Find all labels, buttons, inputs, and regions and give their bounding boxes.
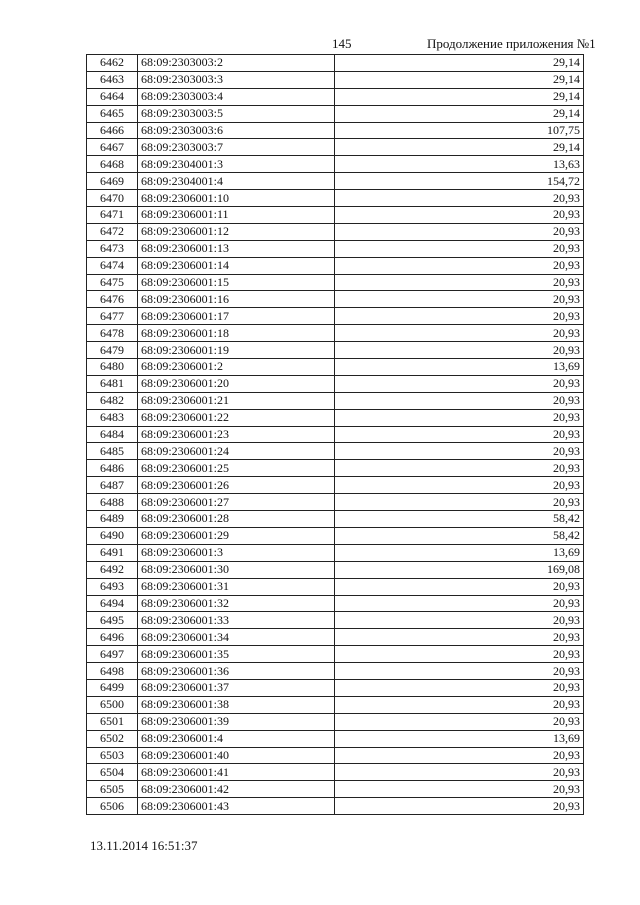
table-row	[87, 359, 584, 376]
area-value-cell: 20,93	[335, 798, 584, 815]
row-number-cell: 6489	[87, 511, 138, 528]
row-number-cell: 6493	[87, 578, 138, 595]
table-row	[87, 663, 584, 680]
table-row	[87, 494, 584, 511]
table-row	[87, 291, 584, 308]
cadastral-number-cell: 68:09:2306001:26	[138, 477, 335, 494]
cadastral-number-cell: 68:09:2306001:42	[138, 781, 335, 798]
area-value-cell: 29,14	[335, 139, 584, 156]
row-number-cell: 6470	[87, 190, 138, 207]
table-row	[87, 342, 584, 359]
cadastral-number-cell: 68:09:2303003:3	[138, 71, 335, 88]
cadastral-number-cell: 68:09:2306001:24	[138, 443, 335, 460]
table-row	[87, 207, 584, 224]
area-value-cell: 20,93	[335, 308, 584, 325]
area-value-cell: 13,69	[335, 544, 584, 561]
area-value-cell: 13,69	[335, 730, 584, 747]
table-row	[87, 122, 584, 139]
row-number-cell: 6494	[87, 595, 138, 612]
cadastral-number-cell: 68:09:2304001:4	[138, 173, 335, 190]
area-value-cell: 20,93	[335, 223, 584, 240]
table-row	[87, 730, 584, 747]
row-number-cell: 6481	[87, 375, 138, 392]
cadastral-number-cell: 68:09:2306001:28	[138, 511, 335, 528]
cadastral-number-cell: 68:09:2306001:31	[138, 578, 335, 595]
table-row	[87, 696, 584, 713]
area-value-cell: 20,93	[335, 679, 584, 696]
row-number-cell: 6484	[87, 426, 138, 443]
area-value-cell: 29,14	[335, 88, 584, 105]
row-number-cell: 6492	[87, 561, 138, 578]
row-number-cell: 6474	[87, 257, 138, 274]
row-number-cell: 6472	[87, 223, 138, 240]
table-row	[87, 308, 584, 325]
row-number-cell: 6504	[87, 764, 138, 781]
row-number-cell: 6503	[87, 747, 138, 764]
area-value-cell: 20,93	[335, 392, 584, 409]
cadastral-number-cell: 68:09:2303003:7	[138, 139, 335, 156]
cadastral-number-cell: 68:09:2303003:6	[138, 122, 335, 139]
cadastral-number-cell: 68:09:2306001:29	[138, 527, 335, 544]
header-title: Продолжение приложения №1	[427, 36, 596, 51]
cadastral-number-cell: 68:09:2303003:5	[138, 105, 335, 122]
table-row	[87, 426, 584, 443]
area-value-cell: 20,93	[335, 190, 584, 207]
row-number-cell: 6506	[87, 798, 138, 815]
row-number-cell: 6495	[87, 612, 138, 629]
area-value-cell: 20,93	[335, 207, 584, 224]
table-row	[87, 561, 584, 578]
cadastral-number-cell: 68:09:2306001:18	[138, 325, 335, 342]
cadastral-number-cell: 68:09:2306001:33	[138, 612, 335, 629]
cadastral-number-cell: 68:09:2304001:3	[138, 156, 335, 173]
cadastral-number-cell: 68:09:2306001:12	[138, 223, 335, 240]
cadastral-number-cell: 68:09:2306001:13	[138, 240, 335, 257]
row-number-cell: 6475	[87, 274, 138, 291]
table-row	[87, 798, 584, 815]
table-row	[87, 544, 584, 561]
row-number-cell: 6486	[87, 460, 138, 477]
table-row	[87, 646, 584, 663]
table-row	[87, 156, 584, 173]
footer-timestamp: 13.11.2014 16:51:37	[90, 838, 198, 853]
table-row	[87, 240, 584, 257]
cadastral-number-cell: 68:09:2306001:43	[138, 798, 335, 815]
cadastral-number-cell: 68:09:2306001:15	[138, 274, 335, 291]
table-row	[87, 527, 584, 544]
area-value-cell: 20,93	[335, 696, 584, 713]
table-row	[87, 105, 584, 122]
row-number-cell: 6479	[87, 342, 138, 359]
table-row	[87, 325, 584, 342]
area-value-cell: 20,93	[335, 409, 584, 426]
cadastral-number-cell: 68:09:2306001:11	[138, 207, 335, 224]
row-number-cell: 6476	[87, 291, 138, 308]
cadastral-number-cell: 68:09:2306001:41	[138, 764, 335, 781]
row-number-cell: 6498	[87, 663, 138, 680]
area-value-cell: 13,69	[335, 359, 584, 376]
area-value-cell: 20,93	[335, 426, 584, 443]
table-row	[87, 375, 584, 392]
area-value-cell: 20,93	[335, 257, 584, 274]
row-number-cell: 6478	[87, 325, 138, 342]
table-row	[87, 629, 584, 646]
area-value-cell: 20,93	[335, 578, 584, 595]
table-row	[87, 764, 584, 781]
row-number-cell: 6473	[87, 240, 138, 257]
page-number: 145	[332, 36, 352, 51]
area-value-cell: 29,14	[335, 105, 584, 122]
area-value-cell: 20,93	[335, 646, 584, 663]
row-number-cell: 6502	[87, 730, 138, 747]
row-number-cell: 6487	[87, 477, 138, 494]
area-value-cell: 29,14	[335, 71, 584, 88]
cadastral-number-cell: 68:09:2306001:23	[138, 426, 335, 443]
cadastral-number-cell: 68:09:2306001:21	[138, 392, 335, 409]
table-row	[87, 409, 584, 426]
row-number-cell: 6466	[87, 122, 138, 139]
registry-table	[86, 54, 584, 815]
area-value-cell: 20,93	[335, 663, 584, 680]
area-value-cell: 20,93	[335, 494, 584, 511]
cadastral-number-cell: 68:09:2306001:39	[138, 713, 335, 730]
row-number-cell: 6490	[87, 527, 138, 544]
area-value-cell: 20,93	[335, 443, 584, 460]
row-number-cell: 6483	[87, 409, 138, 426]
area-value-cell: 20,93	[335, 595, 584, 612]
row-number-cell: 6463	[87, 71, 138, 88]
area-value-cell: 20,93	[335, 747, 584, 764]
area-value-cell: 13,63	[335, 156, 584, 173]
area-value-cell: 20,93	[335, 291, 584, 308]
area-value-cell: 58,42	[335, 511, 584, 528]
area-value-cell: 20,93	[335, 781, 584, 798]
row-number-cell: 6496	[87, 629, 138, 646]
cadastral-number-cell: 68:09:2306001:36	[138, 663, 335, 680]
row-number-cell: 6477	[87, 308, 138, 325]
cadastral-number-cell: 68:09:2306001:14	[138, 257, 335, 274]
table-row	[87, 578, 584, 595]
area-value-cell: 20,93	[335, 274, 584, 291]
table-row	[87, 443, 584, 460]
area-value-cell: 20,93	[335, 612, 584, 629]
area-value-cell: 169,08	[335, 561, 584, 578]
table-row	[87, 477, 584, 494]
cadastral-number-cell: 68:09:2306001:20	[138, 375, 335, 392]
table-row	[87, 139, 584, 156]
table-row	[87, 257, 584, 274]
area-value-cell: 20,93	[335, 477, 584, 494]
row-number-cell: 6497	[87, 646, 138, 663]
table-row	[87, 781, 584, 798]
table-row	[87, 460, 584, 477]
registry-table-body	[87, 55, 584, 815]
row-number-cell: 6464	[87, 88, 138, 105]
row-number-cell: 6465	[87, 105, 138, 122]
area-value-cell: 20,93	[335, 713, 584, 730]
cadastral-number-cell: 68:09:2306001:17	[138, 308, 335, 325]
area-value-cell: 107,75	[335, 122, 584, 139]
table-row	[87, 173, 584, 190]
row-number-cell: 6505	[87, 781, 138, 798]
cadastral-number-cell: 68:09:2306001:37	[138, 679, 335, 696]
cadastral-number-cell: 68:09:2306001:10	[138, 190, 335, 207]
table-row	[87, 511, 584, 528]
table-row	[87, 679, 584, 696]
row-number-cell: 6469	[87, 173, 138, 190]
cadastral-number-cell: 68:09:2306001:4	[138, 730, 335, 747]
cadastral-number-cell: 68:09:2306001:3	[138, 544, 335, 561]
table-row	[87, 595, 584, 612]
row-number-cell: 6471	[87, 207, 138, 224]
row-number-cell: 6501	[87, 713, 138, 730]
cadastral-number-cell: 68:09:2303003:2	[138, 55, 335, 72]
area-value-cell: 20,93	[335, 375, 584, 392]
area-value-cell: 29,14	[335, 55, 584, 72]
area-value-cell: 20,93	[335, 342, 584, 359]
table-row	[87, 392, 584, 409]
cadastral-number-cell: 68:09:2306001:19	[138, 342, 335, 359]
cadastral-number-cell: 68:09:2303003:4	[138, 88, 335, 105]
row-number-cell: 6499	[87, 679, 138, 696]
row-number-cell: 6462	[87, 55, 138, 72]
area-value-cell: 20,93	[335, 325, 584, 342]
area-value-cell: 154,72	[335, 173, 584, 190]
table-row	[87, 190, 584, 207]
area-value-cell: 20,93	[335, 240, 584, 257]
area-value-cell: 20,93	[335, 460, 584, 477]
area-value-cell: 20,93	[335, 764, 584, 781]
row-number-cell: 6468	[87, 156, 138, 173]
cadastral-number-cell: 68:09:2306001:35	[138, 646, 335, 663]
cadastral-number-cell: 68:09:2306001:16	[138, 291, 335, 308]
row-number-cell: 6491	[87, 544, 138, 561]
table-row	[87, 88, 584, 105]
cadastral-number-cell: 68:09:2306001:30	[138, 561, 335, 578]
table-row	[87, 55, 584, 72]
table-row	[87, 713, 584, 730]
area-value-cell: 20,93	[335, 629, 584, 646]
table-row	[87, 71, 584, 88]
table-row	[87, 274, 584, 291]
table-row	[87, 223, 584, 240]
row-number-cell: 6485	[87, 443, 138, 460]
cadastral-number-cell: 68:09:2306001:40	[138, 747, 335, 764]
row-number-cell: 6500	[87, 696, 138, 713]
cadastral-number-cell: 68:09:2306001:34	[138, 629, 335, 646]
row-number-cell: 6482	[87, 392, 138, 409]
cadastral-number-cell: 68:09:2306001:22	[138, 409, 335, 426]
cadastral-number-cell: 68:09:2306001:25	[138, 460, 335, 477]
cadastral-number-cell: 68:09:2306001:2	[138, 359, 335, 376]
cadastral-number-cell: 68:09:2306001:38	[138, 696, 335, 713]
area-value-cell: 58,42	[335, 527, 584, 544]
row-number-cell: 6480	[87, 359, 138, 376]
table-row	[87, 747, 584, 764]
cadastral-number-cell: 68:09:2306001:32	[138, 595, 335, 612]
cadastral-number-cell: 68:09:2306001:27	[138, 494, 335, 511]
row-number-cell: 6488	[87, 494, 138, 511]
row-number-cell: 6467	[87, 139, 138, 156]
table-row	[87, 612, 584, 629]
